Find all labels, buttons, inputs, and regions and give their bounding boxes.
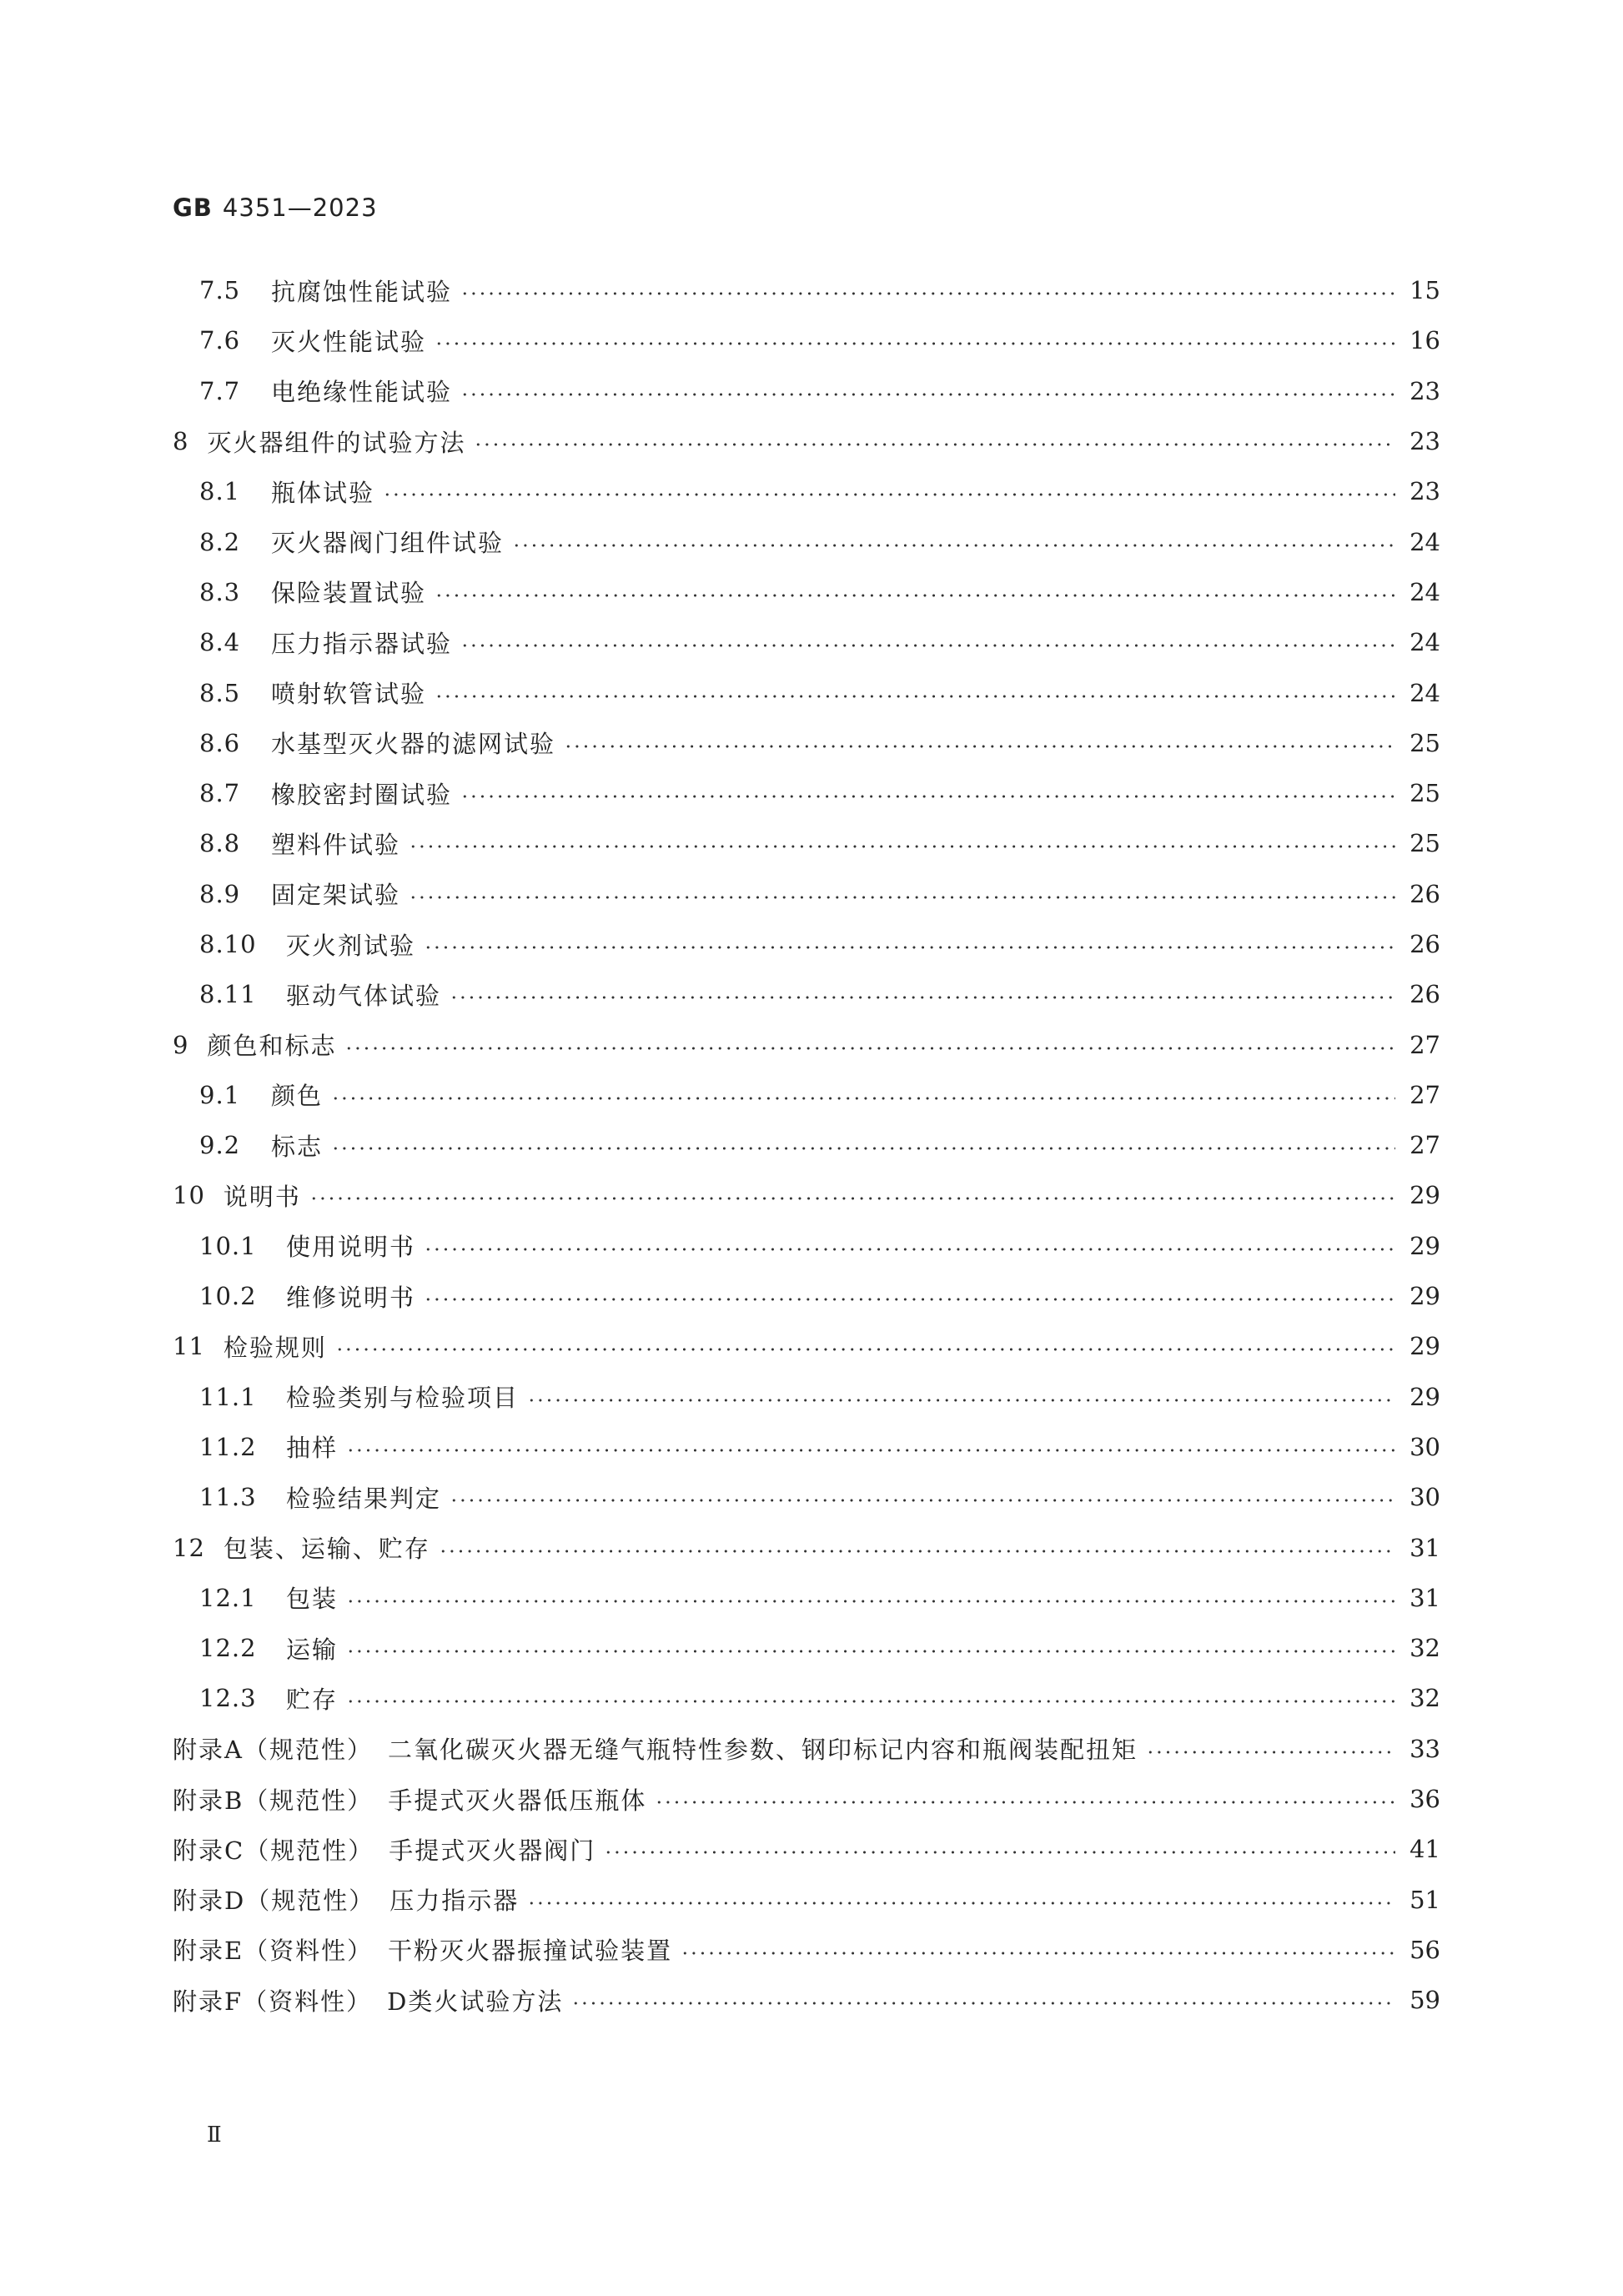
toc-entry <box>173 1271 1440 1321</box>
toc-entry <box>173 315 1440 365</box>
toc-entry-title: 驱动气体试验 <box>286 981 442 1010</box>
dot-leader <box>346 1699 1395 1704</box>
dot-leader <box>564 744 1395 749</box>
toc-entry <box>173 567 1440 617</box>
toc-entry-number: 8.10 <box>199 930 257 958</box>
toc-entry <box>173 1321 1440 1371</box>
toc-entry <box>173 416 1440 466</box>
toc-entry-title: 检验类别与检验项目 <box>286 1384 520 1413</box>
toc-entry-number: 8.8 <box>199 829 241 858</box>
toc-entry-number: 9 <box>173 1030 189 1059</box>
toc-entry-number: 7.5 <box>199 276 241 305</box>
toc-entry-number: 8.5 <box>199 678 241 707</box>
toc-entry-number: 10.2 <box>199 1282 257 1311</box>
dot-leader <box>571 2001 1395 2006</box>
toc-appendix-entry <box>173 1724 1440 1774</box>
toc-entry <box>173 617 1440 667</box>
toc-entry-number: 9.1 <box>199 1080 241 1109</box>
toc-appendix-entry <box>173 1774 1440 1824</box>
toc-entry-page: 30 <box>1409 1483 1440 1512</box>
toc-entry-page: 56 <box>1409 1935 1440 1964</box>
toc-entry <box>173 466 1440 516</box>
toc-entry-page: 25 <box>1409 728 1440 757</box>
toc-entry-title: 颜色和标志 <box>207 1032 337 1061</box>
dot-leader <box>435 593 1395 598</box>
toc-entry-title: 使用说明书 <box>286 1233 416 1262</box>
toc-entry-page: 29 <box>1409 1282 1440 1311</box>
toc-entry-title: 灭火器阀门组件试验 <box>271 529 505 558</box>
dot-leader <box>424 1297 1395 1302</box>
toc-entry-page: 24 <box>1409 577 1440 606</box>
toc-entry-page: 32 <box>1409 1684 1440 1713</box>
toc-entry-page: 15 <box>1409 276 1440 305</box>
toc-entry-number: 8 <box>173 427 189 456</box>
toc-entry-page: 30 <box>1409 1432 1440 1461</box>
toc-entry-title: 保险装置试验 <box>271 579 427 608</box>
toc-entry-title: 颜色 <box>271 1082 324 1111</box>
toc-entry-page: 59 <box>1409 1986 1440 2015</box>
page-number: Ⅱ <box>207 2123 222 2148</box>
toc-entry-page: 23 <box>1409 427 1440 456</box>
toc-entry-title: 塑料件试验 <box>271 830 401 859</box>
toc-entry-title: 灭火剂试验 <box>286 931 416 960</box>
dot-leader <box>527 1901 1395 1906</box>
toc-entry-title: 抗腐蚀性能试验 <box>271 277 453 306</box>
toc-appendix-entry <box>173 1875 1440 1925</box>
toc-entry-number: 11.2 <box>199 1432 257 1461</box>
toc-entry-number: 附录F（资料性） <box>173 1987 373 2016</box>
dot-leader <box>450 1498 1395 1503</box>
dot-leader <box>460 291 1395 296</box>
document-header <box>173 193 378 222</box>
dot-leader <box>527 1398 1395 1403</box>
dot-leader <box>655 1800 1395 1805</box>
toc-appendix-entry <box>173 1824 1440 1874</box>
toc-entry-title: 维修说明书 <box>286 1283 416 1312</box>
toc-entry-page: 51 <box>1409 1885 1440 1914</box>
toc-entry-title: 水基型灭火器的滤网试验 <box>271 730 556 759</box>
toc-entry <box>173 1422 1440 1472</box>
toc-entry-number: 7.7 <box>199 376 241 405</box>
toc-entry-page: 29 <box>1409 1382 1440 1411</box>
toc-entry-title: 二氧化碳灭火器无缝气瓶特性参数、钢印标记内容和瓶阀装配扭矩 <box>387 1736 1138 1765</box>
dot-leader <box>309 1196 1395 1201</box>
toc-entry-page: 33 <box>1409 1734 1440 1763</box>
toc-entry-number: 8.4 <box>199 628 241 657</box>
dot-leader <box>424 945 1395 950</box>
toc-entry-number: 9.2 <box>199 1131 241 1160</box>
toc-entry-title: D类火试验方法 <box>387 1987 564 2016</box>
toc-entry-page: 26 <box>1409 879 1440 908</box>
toc-entry-title: 橡胶密封圈试验 <box>271 780 453 809</box>
toc-entry-number: 附录C（规范性） <box>173 1836 374 1865</box>
toc-entry-number: 12 <box>173 1533 205 1562</box>
toc-entry-page: 25 <box>1409 829 1440 858</box>
toc-entry-number: 7.6 <box>199 326 241 355</box>
toc-entry-title: 瓶体试验 <box>271 478 375 507</box>
toc-entry-page: 26 <box>1409 980 1440 1009</box>
toc-entry-page: 23 <box>1409 376 1440 405</box>
toc-entry <box>173 1673 1440 1723</box>
toc-entry-title: 运输 <box>286 1635 339 1664</box>
toc-entry-title: 包装、运输、贮存 <box>223 1535 430 1564</box>
dot-leader <box>346 1649 1395 1654</box>
dot-leader <box>439 1549 1395 1554</box>
dot-leader <box>424 1247 1395 1252</box>
toc-entry-page: 32 <box>1409 1634 1440 1663</box>
toc-entry <box>173 516 1440 566</box>
toc-entry <box>173 1623 1440 1673</box>
dot-leader <box>435 694 1395 699</box>
toc-entry <box>173 969 1440 1019</box>
toc-entry-page: 27 <box>1409 1080 1440 1109</box>
toc-entry-number: 10.1 <box>199 1231 257 1260</box>
toc-entry <box>173 667 1440 717</box>
toc-entry-number: 8.3 <box>199 577 241 606</box>
dot-leader <box>460 392 1395 397</box>
dot-leader <box>331 1146 1395 1151</box>
toc-entry-title: 包装 <box>286 1585 339 1614</box>
dot-leader <box>331 1096 1395 1101</box>
toc-entry <box>173 1372 1440 1422</box>
dot-leader <box>450 995 1395 1000</box>
toc-entry <box>173 1170 1440 1220</box>
toc-entry-page: 27 <box>1409 1030 1440 1059</box>
toc-entry-number: 11 <box>173 1332 205 1361</box>
toc-entry <box>173 265 1440 315</box>
toc-entry-page: 29 <box>1409 1181 1440 1210</box>
dot-leader <box>460 794 1395 799</box>
toc-entry-page: 29 <box>1409 1332 1440 1361</box>
toc-entry-page: 24 <box>1409 527 1440 556</box>
toc-entry <box>173 818 1440 868</box>
dot-leader <box>335 1347 1395 1352</box>
toc-entry-number: 12.3 <box>199 1684 257 1713</box>
toc-entry-page: 29 <box>1409 1231 1440 1260</box>
toc-entry <box>173 768 1440 818</box>
standard-code: GB <box>173 193 213 222</box>
toc-entry <box>173 1120 1440 1170</box>
toc-entry-title: 手提式灭火器阀门 <box>389 1836 596 1865</box>
toc-entry <box>173 1019 1440 1069</box>
toc-entry-number: 8.11 <box>199 980 257 1009</box>
dot-leader <box>1146 1750 1395 1755</box>
toc-entry-title: 压力指示器 <box>389 1887 520 1916</box>
toc-entry-page: 23 <box>1409 477 1440 506</box>
toc-entry-number: 12.1 <box>199 1583 257 1612</box>
dot-leader <box>512 543 1395 548</box>
toc-entry-number: 8.1 <box>199 477 241 506</box>
toc-entry-page: 25 <box>1409 779 1440 808</box>
dot-leader <box>344 1046 1395 1051</box>
dot-leader <box>409 895 1395 900</box>
dot-leader <box>435 341 1395 346</box>
toc-entry-title: 贮存 <box>286 1685 339 1714</box>
toc-appendix-entry <box>173 1975 1440 2025</box>
toc-entry-page: 41 <box>1409 1835 1440 1864</box>
toc-entry-page: 24 <box>1409 678 1440 707</box>
toc-entry <box>173 1573 1440 1623</box>
toc-entry-title: 灭火性能试验 <box>271 327 427 356</box>
toc-entry <box>173 1070 1440 1120</box>
toc-entry <box>173 718 1440 768</box>
toc-entry-title: 检验结果判定 <box>286 1484 442 1513</box>
toc-entry-title: 压力指示器试验 <box>271 629 453 658</box>
dot-leader <box>383 492 1395 497</box>
toc-entry-title: 干粉灭火器振撞试验装置 <box>388 1937 673 1966</box>
dot-leader <box>681 1951 1395 1956</box>
toc-entry-page: 27 <box>1409 1131 1440 1160</box>
toc-entry <box>173 1522 1440 1572</box>
toc-entry-number: 8.7 <box>199 779 241 808</box>
toc-entry-number: 8.2 <box>199 527 241 556</box>
toc-entry-number: 12.2 <box>199 1634 257 1663</box>
toc-entry-title: 抽样 <box>286 1434 339 1463</box>
toc-appendix-entry <box>173 1925 1440 1975</box>
toc-entry-title: 手提式灭火器低压瓶体 <box>388 1786 647 1815</box>
dot-leader <box>346 1448 1395 1453</box>
toc-entry <box>173 1472 1440 1522</box>
toc-entry-title: 固定架试验 <box>271 881 401 910</box>
dot-leader <box>346 1599 1395 1604</box>
toc-entry-number: 8.6 <box>199 728 241 757</box>
toc-entry-title: 喷射软管试验 <box>271 680 427 709</box>
toc-entry-page: 16 <box>1409 326 1440 355</box>
toc-entry-number: 附录B（规范性） <box>173 1786 374 1815</box>
toc-entry-page: 24 <box>1409 628 1440 657</box>
toc-entry-title: 电绝缘性能试验 <box>271 378 453 407</box>
toc-entry-title: 灭火器组件的试验方法 <box>207 428 466 457</box>
toc-entry-page: 31 <box>1409 1533 1440 1562</box>
standard-number: 4351—2023 <box>222 193 378 222</box>
toc-entry-number: 11.3 <box>199 1483 257 1512</box>
toc-entry-number: 附录A（规范性） <box>173 1736 373 1765</box>
dot-leader <box>460 643 1395 648</box>
toc-entry <box>173 869 1440 919</box>
toc-entry-number: 附录E（资料性） <box>173 1937 374 1966</box>
toc-entry-title: 标志 <box>271 1132 324 1161</box>
toc-entry-number: 8.9 <box>199 879 241 908</box>
toc-entry-number: 附录D（规范性） <box>173 1887 375 1916</box>
dot-leader <box>474 442 1395 447</box>
toc-entry-number: 11.1 <box>199 1382 257 1411</box>
table-of-contents <box>173 265 1440 2025</box>
toc-entry-page: 31 <box>1409 1583 1440 1612</box>
dot-leader <box>604 1850 1395 1855</box>
dot-leader <box>409 844 1395 849</box>
toc-entry-number: 10 <box>173 1181 205 1210</box>
toc-entry-page: 36 <box>1409 1785 1440 1814</box>
toc-entry-title: 说明书 <box>223 1182 301 1211</box>
toc-entry <box>173 919 1440 969</box>
toc-entry <box>173 366 1440 416</box>
toc-entry-page: 26 <box>1409 930 1440 958</box>
toc-entry-title: 检验规则 <box>223 1333 327 1362</box>
toc-entry <box>173 1221 1440 1271</box>
